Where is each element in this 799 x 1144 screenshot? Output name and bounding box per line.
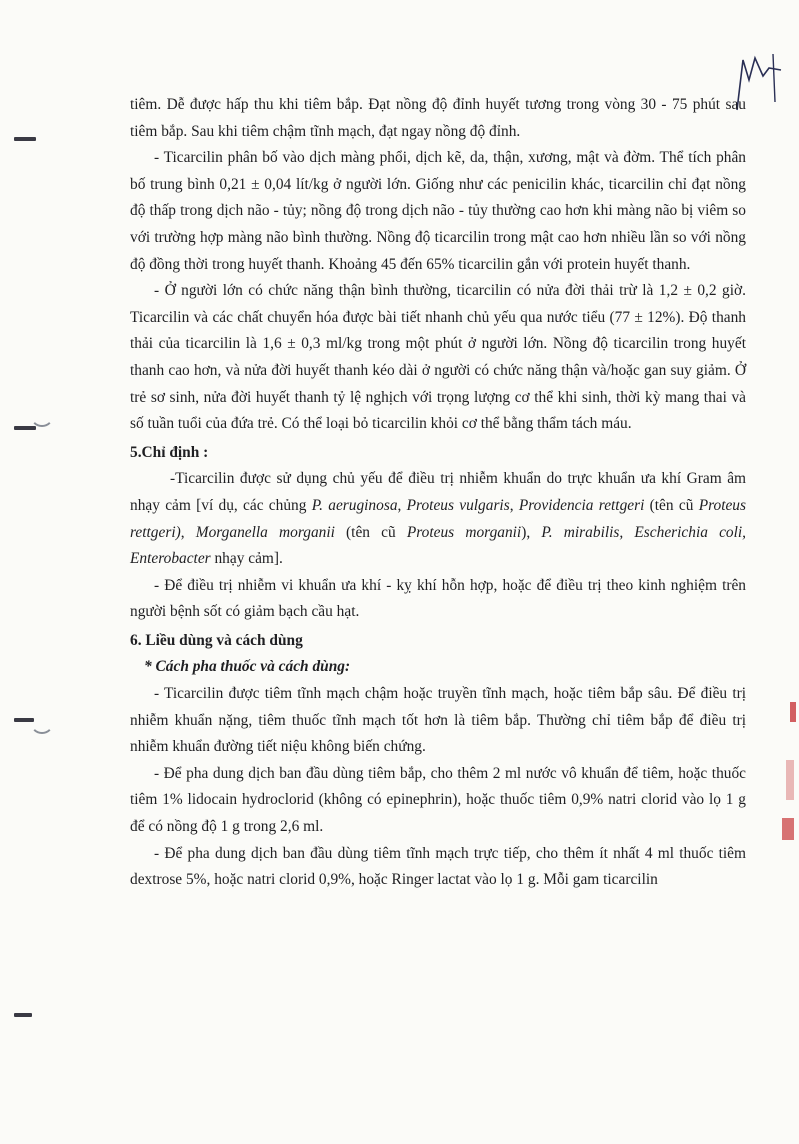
text-run: (tên cũ (334, 523, 407, 541)
red-stamp-edge (776, 700, 798, 850)
species-name: Proteus rettgeri) (130, 496, 746, 541)
text-run: , (397, 496, 407, 514)
margin-mark (14, 1013, 32, 1017)
paragraph: - Ticarcilin phân bố vào dịch màng phổi, dịch kẽ, da, thận, xương, mật và đờm. Thể tích phân bố trung bình 0,21 ± 0,04 lít/kg ở người lớn. Giống như các penicilin khác, ticarcilin chỉ đạt nồng độ thấp trong dịch não - tủy; nồng độ trong dịch não - tủy thường cao hơn khi màng não bị viêm so với trường hợp màng não bình thường. Nồng độ ticarcilin trong mật cao hơn nhiều lần so với nồng độ đồng thời trong huyết thanh. Khoảng 45 đến 65% ticarcilin gắn với protein huyết thanh. (130, 149, 746, 273)
subheading: * Cách pha thuốc và cách dùng: (144, 658, 351, 676)
section-heading-6: 6. Liều dùng và cách dùng (130, 631, 303, 649)
text-run: -Ticarcilin được sử dụng chủ yếu để điều trị nhiễm khuẩn do trực khuẩn ưa khí Gram âm nhạy cảm [ví dụ, các chủng (130, 470, 746, 514)
paragraph: - Ticarcilin được tiêm tĩnh mạch chậm hoặc truyền tĩnh mạch, hoặc tiêm bắp sâu. Để điều trị nhiễm khuẩn nặng, tiêm thuốc tĩnh mạch tốt hơn là tiêm bắp. Thường chỉ tiêm bắp để điều trị nhiễm khuẩn đường tiết niệu không biến chứng. (130, 685, 746, 756)
document-text (130, 92, 746, 894)
species-name: Proteus morganii (406, 523, 522, 541)
text-run: nhạy cảm]. (210, 550, 283, 568)
paragraph: - Ở người lớn có chức năng thận bình thường, ticarcilin có nửa đời thải trừ là 1,2 ± 0,2 giờ. Ticarcilin và các chất chuyển hóa được bài tiết nhanh chủ yếu qua nước tiểu (77 ± 12%). Độ thanh thải của ticarcilin là 1,6 ± 0,3 ml/kg trong một phút ở người lớn. Nồng độ ticarcilin trong huyết thanh cao hơn, và nửa đời huyết thanh kéo dài ở người có chức năng thận và/hoặc gan suy giảm. Ở trẻ sơ sinh, nửa đời huyết thanh tỷ lệ nghịch với trọng lượng cơ thể khi sinh, thời kỳ mang thai và số tuần tuổi của đứa trẻ. Có thể loại bỏ ticarcilin khỏi cơ thể bằng thẩm tách máu. (130, 282, 746, 433)
punch-hole-mark (30, 405, 54, 427)
punch-hole-mark (30, 712, 54, 734)
species-name: P. aeruginosa (311, 496, 398, 514)
paragraph: - Để pha dung dịch ban đầu dùng tiêm bắp, cho thêm 2 ml nước vô khuẩn để tiêm, hoặc thuốc tiêm 1% lidocain hydroclorid (không có epinephrin), hoặc thuốc tiêm 0,9% natri clorid vào lọ 1 g để có nồng độ 1 g trong 2,6 ml. (130, 764, 746, 836)
species-name: Providencia rettgeri (518, 496, 645, 514)
paragraph: - Để điều trị nhiễm vi khuẩn ưa khí - kỵ khí hỗn hợp, hoặc để điều trị theo kinh nghiệm trên người bệnh sốt có giảm bạch cầu hạt. (130, 576, 746, 621)
species-name: Proteus vulgaris (406, 496, 510, 514)
paragraph: - Để pha dung dịch ban đầu dùng tiêm tĩnh mạch trực tiếp, cho thêm ít nhất 4 ml thuốc tiêm dextrose 5%, hoặc natri clorid 0,9%, hoặc Ringer lactat vào lọ 1 g. Mỗi gam ticarcilin (130, 844, 746, 889)
species-name: Morganella morganii (195, 523, 335, 541)
text-run: ), (521, 523, 542, 541)
species-name: P. mirabilis, Escherichia coli, Enterobacter (130, 523, 747, 568)
paragraph: tiêm. Dễ được hấp thu khi tiêm bắp. Đạt nồng độ đỉnh huyết tương trong vòng 30 - 75 phút sau tiêm bắp. Sau khi tiêm chậm tĩnh mạch, đạt ngay nồng độ đỉnh. (130, 96, 746, 140)
text-run: , (509, 496, 519, 514)
text-run: (tên cũ (644, 496, 699, 514)
margin-mark (14, 426, 36, 430)
section-heading-5: 5.Chỉ định : (130, 443, 209, 461)
text-run: , (180, 523, 196, 541)
paragraph (130, 466, 746, 572)
margin-mark (14, 137, 36, 141)
